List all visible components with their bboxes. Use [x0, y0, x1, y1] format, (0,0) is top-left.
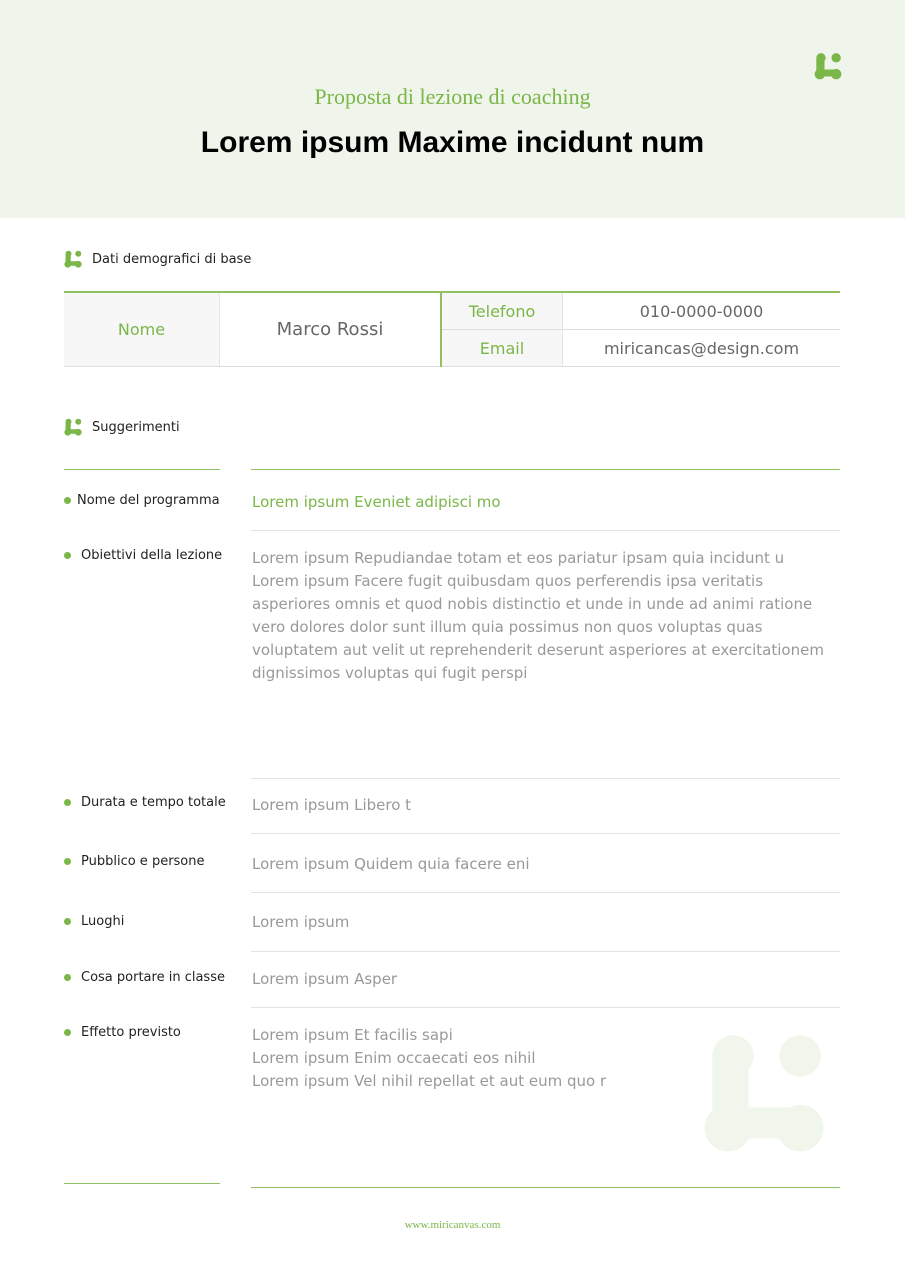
- document-subtitle: Proposta di lezione di coaching: [314, 84, 591, 109]
- section-logo-icon: [64, 418, 82, 436]
- row-value: Lorem ipsum Et facilis sapi Lorem ipsum Enim occaecati eos nihil Lorem ipsum Vel nihil repellat et aut eum quo r: [252, 1026, 607, 1090]
- row-label: [64, 548, 222, 563]
- section-title: Suggerimenti: [92, 419, 180, 435]
- row-label: [64, 493, 220, 508]
- divider: [251, 951, 840, 952]
- label-text: Obiettivi della lezione: [81, 548, 223, 563]
- label-text: Effetto previsto: [81, 1025, 181, 1040]
- section-title: Dati demografici di base: [92, 251, 252, 267]
- divider: [64, 1183, 220, 1184]
- bullet-icon: [64, 858, 71, 865]
- row-value: Lorem ipsum Quidem quia facere eni: [252, 855, 530, 873]
- row-label: [64, 854, 205, 869]
- divider: [251, 778, 840, 779]
- divider: [251, 530, 840, 531]
- row-value: Lorem ipsum Asper: [252, 970, 398, 988]
- footer-url: www.miricanvas.com: [404, 1219, 501, 1231]
- divider: [251, 1187, 840, 1188]
- row-value: Lorem ipsum Eveniet adipisci mo: [252, 493, 501, 511]
- divider: [251, 833, 840, 834]
- bullet-icon: [64, 799, 71, 806]
- bullet-icon: [64, 974, 71, 981]
- row-label: [64, 914, 124, 929]
- section-logo-icon: [64, 250, 82, 268]
- label-text: Pubblico e persone: [81, 854, 205, 869]
- bullet-icon: [64, 918, 71, 925]
- section-suggestions-heading: [64, 418, 180, 436]
- phone-label: Telefono: [441, 292, 563, 330]
- name-value: Marco Rossi: [220, 292, 442, 367]
- section-demographics-heading: [64, 250, 251, 268]
- divider: [251, 892, 840, 893]
- bullet-icon: [64, 497, 71, 504]
- label-text: Durata e tempo totale: [81, 795, 226, 810]
- name-label: Nome: [64, 292, 220, 367]
- divider: [251, 469, 840, 470]
- row-value: Lorem ipsum Repudiandae totam et eos pariatur ipsam quia incidunt u Lorem ipsum Facere fugit quibusdam quos perferendis ipsa veritatis asperiores omnis et quod nobis distinctio et unde in unde ad animi ratione vero dolores dolor sunt illum quia possimus non quos voluptas quas voluptatem aut velit ut reprehenderit deserunt asperiores at exercitationem dignissimos voluptas qui fugit perspi: [252, 549, 824, 682]
- bullet-icon: [64, 1029, 71, 1036]
- phone-value: 010-0000-0000: [563, 292, 841, 330]
- row-label: [64, 970, 225, 985]
- document-title: Lorem ipsum Maxime incidunt num: [200, 126, 705, 159]
- row-label: [64, 795, 226, 810]
- brand-logo-icon: [814, 52, 842, 80]
- email-label: Email: [441, 330, 563, 367]
- label-text: Cosa portare in classe: [81, 970, 225, 985]
- bullet-icon: [64, 552, 71, 559]
- email-value: miricancas@design.com: [563, 330, 841, 367]
- row-value: Lorem ipsum: [252, 913, 350, 931]
- divider: [251, 1007, 840, 1008]
- divider: [64, 469, 220, 470]
- row-label: [64, 1025, 181, 1040]
- label-text: Luoghi: [81, 914, 125, 929]
- label-text: Nome del programma: [77, 493, 220, 508]
- demographics-table: [64, 291, 840, 367]
- row-value: Lorem ipsum Libero t: [252, 796, 412, 814]
